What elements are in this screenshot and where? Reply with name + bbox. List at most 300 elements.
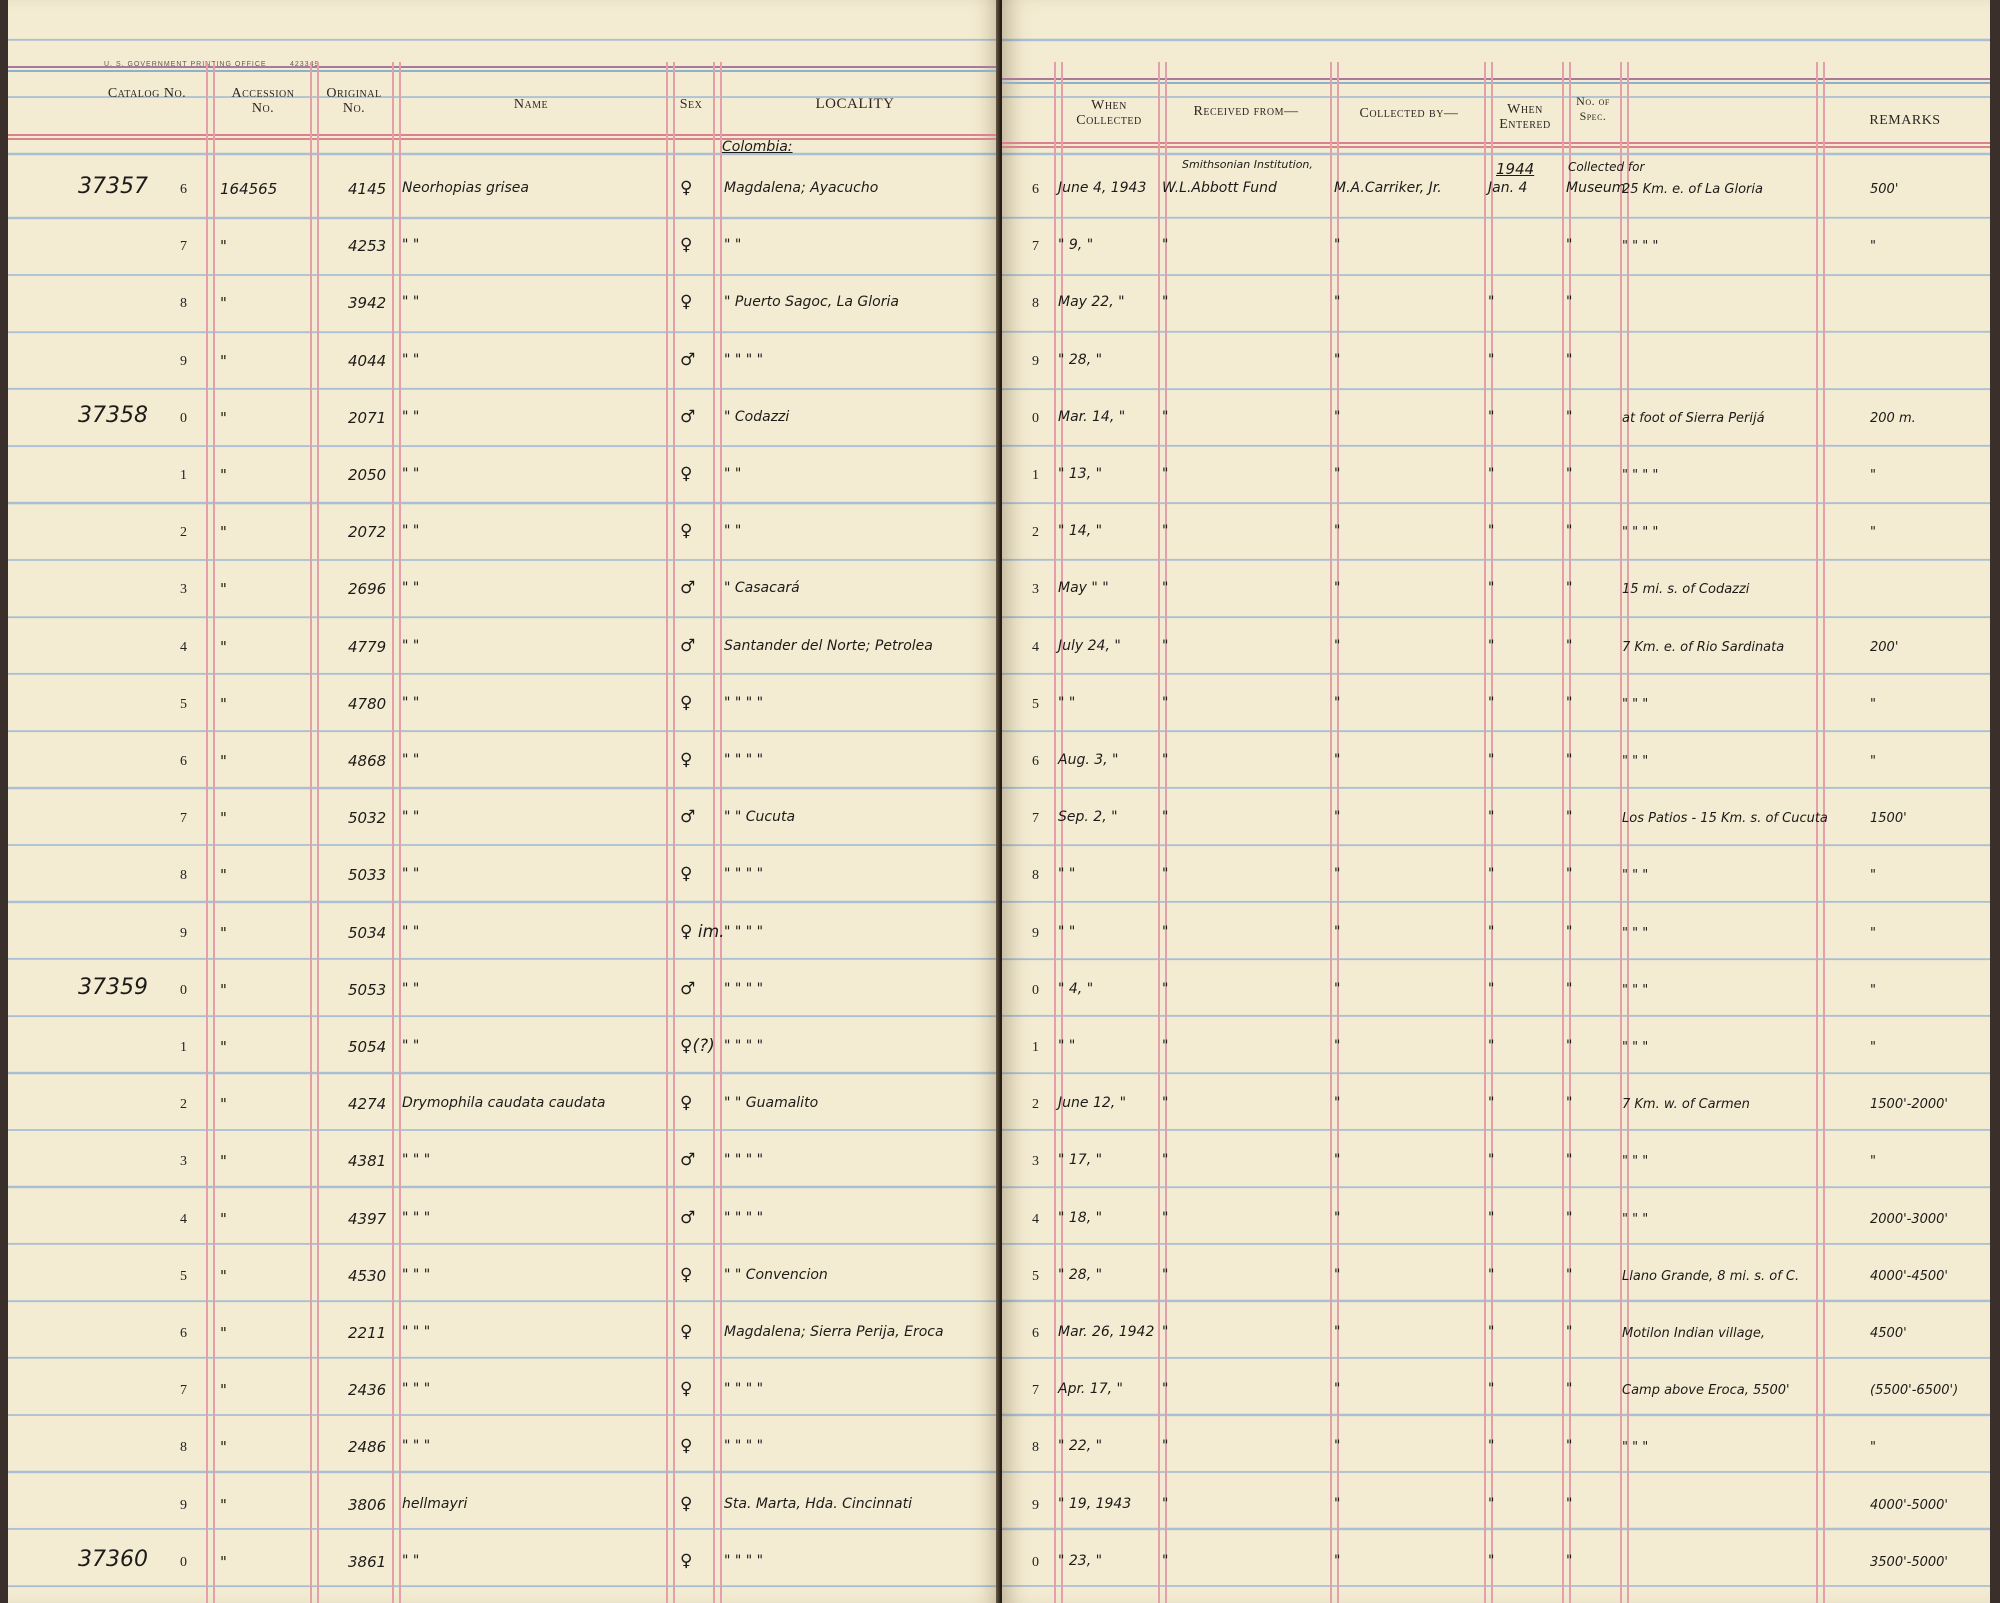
collected-by: ": [1334, 752, 1341, 768]
catalog-number: 37357: [78, 174, 148, 199]
sex-symbol: ♂: [680, 407, 696, 427]
original-number: 4397: [348, 1210, 387, 1228]
locality: " " " ": [724, 1038, 764, 1054]
when-entered: ": [1488, 1496, 1495, 1512]
original-number: 4530: [348, 1267, 387, 1285]
accession-number: ": [220, 580, 227, 598]
number-of-specimens: ": [1566, 409, 1573, 425]
original-number: 2696: [348, 580, 387, 598]
remarks-elevation: ": [1870, 983, 1876, 998]
collected-by: ": [1334, 809, 1341, 825]
locality: " " " ": [724, 866, 764, 882]
row-seq-number: 2: [180, 1097, 187, 1112]
specimen-name: " " ": [402, 1210, 431, 1226]
received-from: ": [1162, 1553, 1169, 1569]
sex-symbol: ♀: [680, 521, 693, 541]
accession-number: ": [220, 695, 227, 713]
received-from: ": [1162, 638, 1169, 654]
accession-number: ": [220, 638, 227, 656]
header-top-rule: [1002, 78, 1996, 80]
when-entered: ": [1488, 1095, 1495, 1111]
row-seq-number: 9: [180, 354, 187, 369]
collected-by: ": [1334, 523, 1341, 539]
when-entered: ": [1488, 1210, 1495, 1226]
received-from: ": [1162, 1095, 1169, 1111]
specimen-name: " ": [402, 638, 420, 654]
catalog-number: 37358: [78, 403, 148, 428]
country-heading: Colombia:: [722, 139, 793, 155]
accession-number: ": [220, 1267, 227, 1285]
number-of-specimens: ": [1566, 294, 1573, 310]
when-collected: " 22, ": [1058, 1438, 1103, 1454]
remarks-elevation: ": [1870, 697, 1876, 712]
when-entered: ": [1488, 1152, 1495, 1168]
sex-symbol: ♀: [680, 864, 693, 884]
row-seq-number: 9: [1032, 926, 1039, 941]
original-number: 4145: [348, 180, 387, 198]
sex-symbol: ♂: [680, 1208, 696, 1228]
collected-by: ": [1334, 1553, 1341, 1569]
number-of-specimens: ": [1566, 981, 1573, 997]
when-collected: June 4, 1943: [1058, 180, 1147, 196]
remarks-elevation: ": [1870, 868, 1876, 883]
when-entered: ": [1488, 866, 1495, 882]
sex-symbol: ♂: [680, 578, 696, 598]
original-number: 4274: [348, 1095, 387, 1113]
row-seq-number: 1: [1032, 1040, 1039, 1055]
row-seq-number: 1: [180, 468, 187, 483]
locality: " " " ": [724, 981, 764, 997]
sex-symbol: ♀: [680, 1551, 693, 1571]
col-header-when-collected: When Collected: [1076, 98, 1142, 128]
specimen-name: " ": [402, 981, 420, 997]
collected-by: ": [1334, 466, 1341, 482]
accession-number: ": [220, 1496, 227, 1514]
page-edge: [1990, 0, 1996, 1603]
sex-symbol: ♂: [680, 979, 696, 999]
original-number: 3942: [348, 294, 387, 312]
number-of-specimens: ": [1566, 695, 1573, 711]
when-collected: Mar. 26, 1942: [1058, 1324, 1155, 1340]
row-seq-number: 7: [180, 239, 187, 254]
received-from: ": [1162, 1210, 1169, 1226]
header-bottom-rule-2: [1002, 146, 1996, 148]
sex-symbol: ♀: [680, 1379, 693, 1399]
when-entered: ": [1488, 1381, 1495, 1397]
when-collected: " ": [1058, 866, 1076, 882]
remarks-elevation: ": [1870, 926, 1876, 941]
sex-symbol: ♀: [680, 1265, 693, 1285]
received-from: ": [1162, 866, 1169, 882]
accession-number: ": [220, 1210, 227, 1228]
accession-number: ": [220, 1152, 227, 1170]
number-of-specimens: ": [1566, 237, 1573, 253]
collected-by: ": [1334, 1324, 1341, 1340]
accession-number: ": [220, 237, 227, 255]
sex-symbol: ♀: [680, 464, 693, 484]
sex-symbol: ♂: [680, 636, 696, 656]
collected-by: ": [1334, 1038, 1341, 1054]
remarks: Motilon Indian village,: [1622, 1326, 1765, 1341]
received-from: ": [1162, 924, 1169, 940]
locality: " Casacará: [724, 580, 800, 596]
when-entered: ": [1488, 523, 1495, 539]
remarks: " " ": [1622, 697, 1649, 712]
accession-number: ": [220, 1038, 227, 1056]
remarks-elevation: 2000'-3000': [1870, 1212, 1949, 1227]
original-number: 5053: [348, 981, 387, 999]
remarks: " " ": [1622, 1040, 1649, 1055]
specimen-name: " ": [402, 1038, 420, 1054]
original-number: 2072: [348, 523, 387, 541]
when-entered: ": [1488, 981, 1495, 997]
specimen-name: Neorhopias grisea: [402, 180, 529, 196]
when-entered: ": [1488, 638, 1495, 654]
locality: " ": [724, 466, 742, 482]
specimen-name: Drymophila caudata caudata: [402, 1095, 606, 1111]
collected-by: ": [1334, 1267, 1341, 1283]
accession-number: ": [220, 981, 227, 999]
when-collected: " 28, ": [1058, 352, 1103, 368]
number-of-specimens: ": [1566, 1210, 1573, 1226]
collected-by: ": [1334, 924, 1341, 940]
row-seq-number: 2: [1032, 1097, 1039, 1112]
when-collected: " 18, ": [1058, 1210, 1103, 1226]
collected-by: ": [1334, 981, 1341, 997]
specimen-name: " " ": [402, 1438, 431, 1454]
number-of-specimens: ": [1566, 924, 1573, 940]
received-from: ": [1162, 1152, 1169, 1168]
remarks-elevation: ": [1870, 754, 1876, 769]
remarks-elevation: ": [1870, 239, 1876, 254]
row-seq-number: 3: [1032, 582, 1039, 597]
header-blue-rule: [8, 70, 1000, 72]
when-collected: " ": [1058, 924, 1076, 940]
remarks-elevation: ": [1870, 1440, 1876, 1455]
when-entered: ": [1488, 466, 1495, 482]
locality: " " " ": [724, 352, 764, 368]
when-collected: June 12, ": [1058, 1095, 1127, 1111]
remarks: 25 Km. e. of La Gloria: [1622, 182, 1763, 197]
specimen-name: " " ": [402, 1381, 431, 1397]
received-from: ": [1162, 1267, 1169, 1283]
row-seq-number: 0: [1032, 411, 1039, 426]
collected-by: ": [1334, 1152, 1341, 1168]
specimen-name: " ": [402, 580, 420, 596]
row-seq-number: 0: [1032, 983, 1039, 998]
remarks: 7 Km. e. of Rio Sardinata: [1622, 640, 1785, 655]
when-collected: " ": [1058, 695, 1076, 711]
original-number: 2486: [348, 1438, 387, 1456]
specimen-name: hellmayri: [402, 1496, 468, 1512]
row-seq-number: 6: [180, 182, 187, 197]
received-from: ": [1162, 294, 1169, 310]
sex-symbol: ♀: [680, 292, 693, 312]
locality: Santander del Norte; Petrolea: [724, 638, 933, 654]
received-from: ": [1162, 1038, 1169, 1054]
row-seq-number: 9: [180, 1498, 187, 1513]
locality: " " " ": [724, 1152, 764, 1168]
row-seq-number: 0: [180, 1555, 187, 1570]
collected-by: ": [1334, 695, 1341, 711]
when-entered: ": [1488, 580, 1495, 596]
row-seq-number: 9: [1032, 354, 1039, 369]
number-of-specimens: ": [1566, 352, 1573, 368]
when-entered: ": [1488, 752, 1495, 768]
remarks: " " ": [1622, 983, 1649, 998]
row-seq-number: 4: [180, 1212, 187, 1227]
specimen-name: " " ": [402, 1152, 431, 1168]
received-from-annotation: Smithsonian Institution,: [1182, 158, 1313, 171]
accession-number: ": [220, 352, 227, 370]
col-divider: [666, 62, 675, 1603]
number-of-specimens: ": [1566, 1553, 1573, 1569]
sex-symbol: ♂: [680, 1150, 696, 1170]
received-from: ": [1162, 1438, 1169, 1454]
number-of-specimens: ": [1566, 809, 1573, 825]
original-number: 3806: [348, 1496, 387, 1514]
row-seq-number: 8: [1032, 868, 1039, 883]
remarks: Los Patios - 15 Km. s. of Cucuta: [1622, 811, 1828, 826]
accession-number: ": [220, 409, 227, 427]
received-from: ": [1162, 237, 1169, 253]
specimen-name: " ": [402, 352, 420, 368]
header-bottom-rule: [1002, 142, 1996, 144]
received-from: ": [1162, 695, 1169, 711]
number-of-specimens: ": [1566, 466, 1573, 482]
when-collected: Mar. 14, ": [1058, 409, 1126, 425]
number-of-specimens: ": [1566, 1324, 1573, 1340]
number-of-specimens: ": [1566, 1496, 1573, 1512]
col-header-name: Name: [513, 97, 549, 112]
accession-number: ": [220, 809, 227, 827]
original-number: 2050: [348, 466, 387, 484]
when-collected: " 17, ": [1058, 1152, 1103, 1168]
remarks: " " " ": [1622, 468, 1659, 483]
number-of-specimens: Museum: [1566, 180, 1626, 196]
accession-number: ": [220, 924, 227, 942]
row-seq-number: 6: [180, 754, 187, 769]
received-from: W.L.Abbott Fund: [1162, 180, 1277, 196]
accession-number: ": [220, 752, 227, 770]
original-number: 5054: [348, 1038, 387, 1056]
locality: " " " ": [724, 1381, 764, 1397]
remarks: at foot of Sierra Perijá: [1622, 411, 1765, 426]
col-header-sex: Sex: [679, 97, 703, 112]
when-collected: Aug. 3, ": [1058, 752, 1119, 768]
remarks-elevation: ": [1870, 525, 1876, 540]
row-seq-number: 7: [180, 811, 187, 826]
number-of-specimens: ": [1566, 752, 1573, 768]
row-seq-number: 3: [180, 1154, 187, 1169]
accession-number: ": [220, 866, 227, 884]
specimen-name: " ": [402, 866, 420, 882]
row-seq-number: 6: [1032, 1326, 1039, 1341]
specimen-name: " ": [402, 294, 420, 310]
specimen-name: " " ": [402, 1267, 431, 1283]
original-number: 2071: [348, 409, 387, 427]
when-entered: Jan. 4: [1488, 180, 1528, 196]
when-entered: ": [1488, 695, 1495, 711]
printer-number: 423349: [290, 61, 320, 68]
when-entered: ": [1488, 294, 1495, 310]
accession-number: ": [220, 294, 227, 312]
specimen-name: " ": [402, 466, 420, 482]
specimen-name: " ": [402, 1553, 420, 1569]
number-of-specimens: ": [1566, 523, 1573, 539]
specimen-name: " ": [402, 809, 420, 825]
row-seq-number: 7: [1032, 811, 1039, 826]
when-entered: ": [1488, 1267, 1495, 1283]
right-page: [1002, 0, 1996, 1603]
original-number: 2436: [348, 1381, 387, 1399]
remarks-elevation: ": [1870, 1040, 1876, 1055]
left-page: [8, 0, 1000, 1603]
received-from: ": [1162, 1324, 1169, 1340]
col-divider: [1816, 62, 1825, 1603]
number-of-specimens: ": [1566, 1152, 1573, 1168]
row-seq-number: 7: [180, 1383, 187, 1398]
collected-by: ": [1334, 638, 1341, 654]
row-seq-number: 4: [1032, 640, 1039, 655]
original-number: 5032: [348, 809, 387, 827]
collected-by: ": [1334, 1095, 1341, 1111]
col-divider: [1620, 62, 1629, 1603]
remarks: " " " ": [1622, 239, 1659, 254]
row-seq-number: 2: [180, 525, 187, 540]
collected-by: ": [1334, 580, 1341, 596]
row-seq-number: 3: [180, 582, 187, 597]
remarks: " " ": [1622, 1154, 1649, 1169]
locality: " " " ": [724, 695, 764, 711]
sex-symbol: ♀: [680, 178, 693, 198]
row-seq-number: 3: [1032, 1154, 1039, 1169]
row-seq-number: 0: [180, 411, 187, 426]
original-number: 2211: [348, 1324, 387, 1342]
remarks: " " ": [1622, 1212, 1649, 1227]
locality: " " " ": [724, 1438, 764, 1454]
collected-for-annotation: Collected for: [1568, 160, 1645, 174]
when-collected: July 24, ": [1058, 638, 1121, 654]
collected-by: M.A.Carriker, Jr.: [1334, 180, 1442, 196]
number-of-specimens: ": [1566, 1038, 1573, 1054]
sex-symbol: ♀: [680, 1436, 693, 1456]
sex-symbol: ♀: [680, 1494, 693, 1514]
specimen-name: " " ": [402, 1324, 431, 1340]
number-of-specimens: ": [1566, 1381, 1573, 1397]
number-of-specimens: ": [1566, 866, 1573, 882]
received-from: ": [1162, 580, 1169, 596]
locality: " " Guamalito: [724, 1095, 819, 1111]
when-collected: " 19, 1943: [1058, 1496, 1132, 1512]
row-seq-number: 9: [1032, 1498, 1039, 1513]
col-divider: [310, 62, 319, 1603]
printer-mark: U. S. GOVERNMENT PRINTING OFFICE: [104, 61, 267, 68]
remarks-elevation: 3500'-5000': [1870, 1555, 1949, 1570]
col-header-accession: Accession No.: [231, 86, 295, 116]
row-seq-number: 0: [1032, 1555, 1039, 1570]
when-entered: ": [1488, 1324, 1495, 1340]
remarks: " " " ": [1622, 525, 1659, 540]
accession-number: ": [220, 523, 227, 541]
locality: Magdalena; Ayacucho: [724, 180, 879, 196]
specimen-name: " ": [402, 237, 420, 253]
row-seq-number: 8: [180, 868, 187, 883]
col-header-received-from: Received from—: [1193, 104, 1299, 119]
when-collected: " 14, ": [1058, 523, 1103, 539]
when-collected: Apr. 17, ": [1058, 1381, 1123, 1397]
number-of-specimens: ": [1566, 1267, 1573, 1283]
collected-by: ": [1334, 1210, 1341, 1226]
when-entered: ": [1488, 809, 1495, 825]
original-number: 4253: [348, 237, 387, 255]
original-number: 4868: [348, 752, 387, 770]
row-seq-number: 2: [1032, 525, 1039, 540]
original-number: 5033: [348, 866, 387, 884]
specimen-name: " ": [402, 409, 420, 425]
sex-symbol: ♀ im.: [680, 922, 725, 942]
remarks-elevation: 500': [1870, 182, 1899, 197]
col-divider: [206, 62, 215, 1603]
original-number: 4780: [348, 695, 387, 713]
header-blue-rule: [1002, 82, 1996, 84]
row-seq-number: 8: [1032, 296, 1039, 311]
col-header-original: Original No.: [326, 86, 382, 116]
accession-number: ": [220, 1553, 227, 1571]
sex-symbol: ♀: [680, 750, 693, 770]
original-number: 3861: [348, 1553, 387, 1571]
remarks-elevation: 1500'-2000': [1870, 1097, 1949, 1112]
collected-by: ": [1334, 866, 1341, 882]
sex-symbol: ♂: [680, 807, 696, 827]
row-seq-number: 8: [180, 1440, 187, 1455]
sex-symbol: ♀(?): [680, 1036, 715, 1056]
row-seq-number: 8: [180, 296, 187, 311]
header-bottom-rule: [8, 134, 1000, 136]
header-bottom-rule-2: [8, 138, 1000, 140]
received-from: ": [1162, 523, 1169, 539]
when-entered: ": [1488, 352, 1495, 368]
row-seq-number: 8: [1032, 1440, 1039, 1455]
number-of-specimens: ": [1566, 1095, 1573, 1111]
remarks-elevation: 1500': [1870, 811, 1907, 826]
accession-number: ": [220, 1324, 227, 1342]
year-entered: 1944: [1496, 160, 1535, 178]
when-entered: ": [1488, 1438, 1495, 1454]
remarks-elevation: 4000'-4500': [1870, 1269, 1949, 1284]
locality: " " Cucuta: [724, 809, 796, 825]
accession-number: ": [220, 1438, 227, 1456]
sex-symbol: ♂: [680, 350, 696, 370]
when-collected: May " ": [1058, 580, 1109, 596]
catalog-number: 37359: [78, 975, 148, 1000]
remarks: 7 Km. w. of Carmen: [1622, 1097, 1750, 1112]
row-seq-number: 9: [180, 926, 187, 941]
sex-symbol: ♀: [680, 1093, 693, 1113]
accession-number: ": [220, 1381, 227, 1399]
collected-by: ": [1334, 352, 1341, 368]
when-collected: " 28, ": [1058, 1267, 1103, 1283]
locality: " " " ": [724, 1210, 764, 1226]
number-of-specimens: ": [1566, 638, 1573, 654]
row-seq-number: 7: [1032, 1383, 1039, 1398]
remarks-elevation: ": [1870, 468, 1876, 483]
remarks: Camp above Eroca, 5500': [1622, 1383, 1790, 1398]
when-collected: May 22, ": [1058, 294, 1125, 310]
row-seq-number: 7: [1032, 239, 1039, 254]
received-from: ": [1162, 809, 1169, 825]
collected-by: ": [1334, 294, 1341, 310]
